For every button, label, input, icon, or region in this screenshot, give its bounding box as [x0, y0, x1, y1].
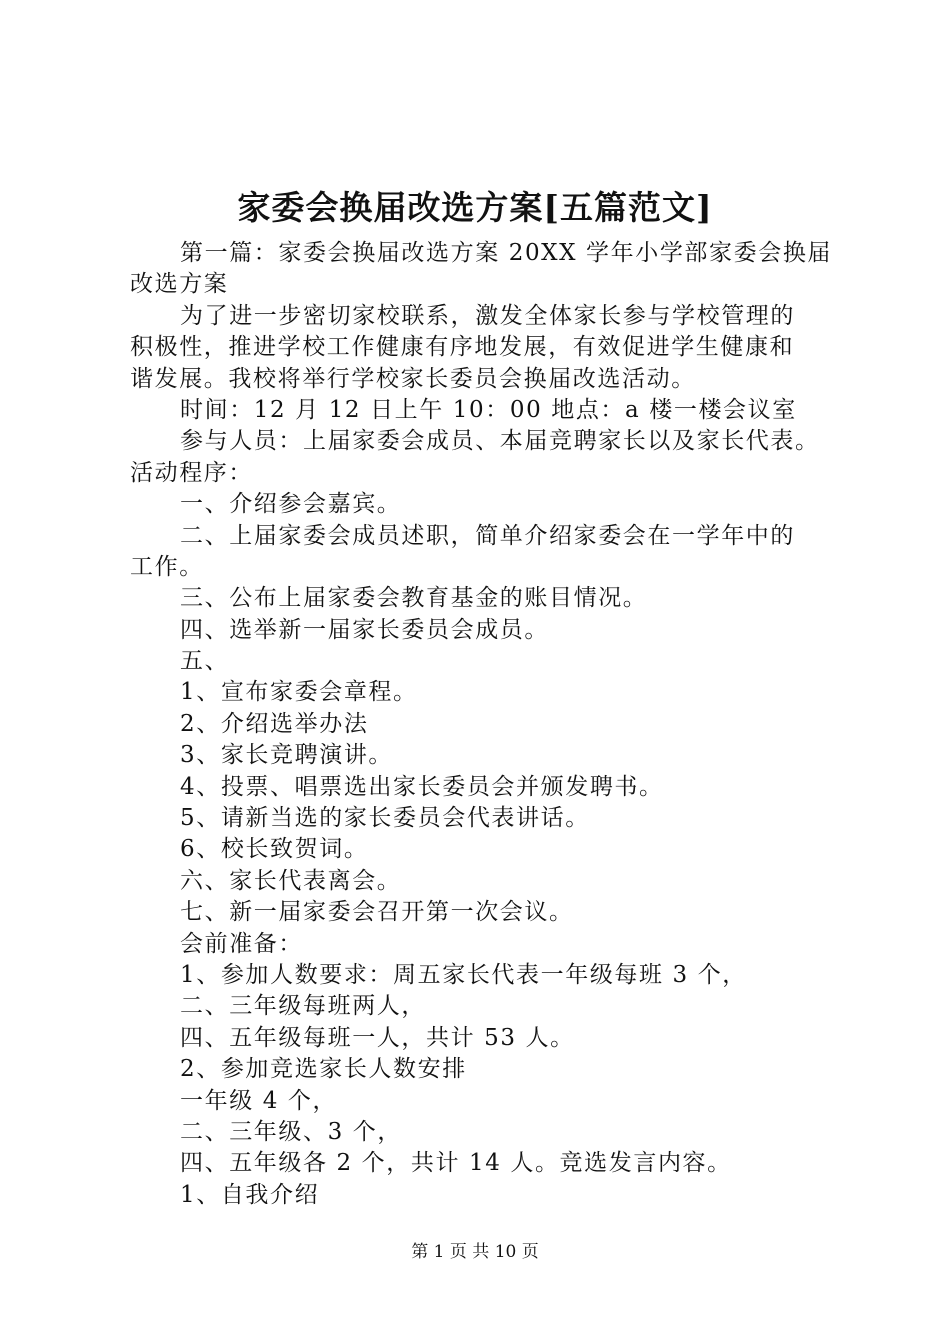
- page-footer: 第 1 页 共 10 页: [411, 1242, 539, 1262]
- text-line: 5、请新当选的家长委员会代表讲话。: [180, 805, 590, 832]
- text-line: 1、宣布家委会章程。: [180, 679, 418, 706]
- text-line: 四、五年级每班一人，共计 53 人。: [180, 1024, 575, 1051]
- text-line: 1、参加人数要求：周五家长代表一年级每班 3 个，: [180, 961, 747, 988]
- document-title: 家委会换届改选方案[五篇范文]: [237, 188, 713, 227]
- text-line: 2、参加竞选家长人数安排: [180, 1056, 467, 1083]
- text-line: 为了进一步密切家校联系，激发全体家长参与学校管理的: [180, 302, 795, 329]
- text-line: 谐发展。我校将举行学校家长委员会换届改选活动。: [130, 365, 696, 392]
- text-line: 四、五年级各 2 个，共计 14 人。竞选发言内容。: [180, 1150, 732, 1177]
- text-line: 一年级 4 个，: [180, 1087, 338, 1114]
- text-line: 1、自我介绍: [180, 1181, 320, 1208]
- document-body: [130, 238, 850, 1211]
- text-line: 改选方案: [130, 271, 229, 298]
- text-line: 四、选举新一届家长委员会成员。: [180, 616, 549, 643]
- text-line: 五、: [180, 648, 230, 675]
- text-line: 时间：12 月 12 日上午 10：00 地点：a 楼一楼会议室: [180, 396, 797, 423]
- text-line: 6、校长致贺词。: [180, 836, 369, 863]
- text-line: 七、新一届家委会召开第一次会议。: [180, 899, 574, 926]
- text-line: 4、投票、唱票选出家长委员会并颁发聘书。: [180, 773, 664, 800]
- text-line: 二、上届家委会成员述职，简单介绍家委会在一学年中的: [180, 522, 795, 549]
- text-line: 2、介绍选举办法: [180, 710, 369, 737]
- text-line: 一、介绍参会嘉宾。: [180, 491, 402, 518]
- text-line: 参与人员：上届家委会成员、本届竞聘家长以及家长代表。: [180, 428, 820, 455]
- text-line: 活动程序：: [130, 459, 253, 486]
- text-line: 二、三年级、3 个，: [180, 1118, 402, 1145]
- text-line: 工作。: [130, 553, 204, 580]
- text-line: 六、家长代表离会。: [180, 867, 402, 894]
- text-line: 第一篇：家委会换届改选方案 20XX 学年小学部家委会换届: [180, 240, 833, 266]
- text-line: 会前准备：: [180, 930, 303, 957]
- text-line: 积极性，推进学校工作健康有序地发展，有效促进学生健康和: [130, 334, 795, 361]
- text-line: 三、公布上届家委会教育基金的账目情况。: [180, 585, 648, 612]
- text-line: 二、三年级每班两人，: [180, 993, 426, 1020]
- text-line: 3、家长竞聘演讲。: [180, 742, 394, 769]
